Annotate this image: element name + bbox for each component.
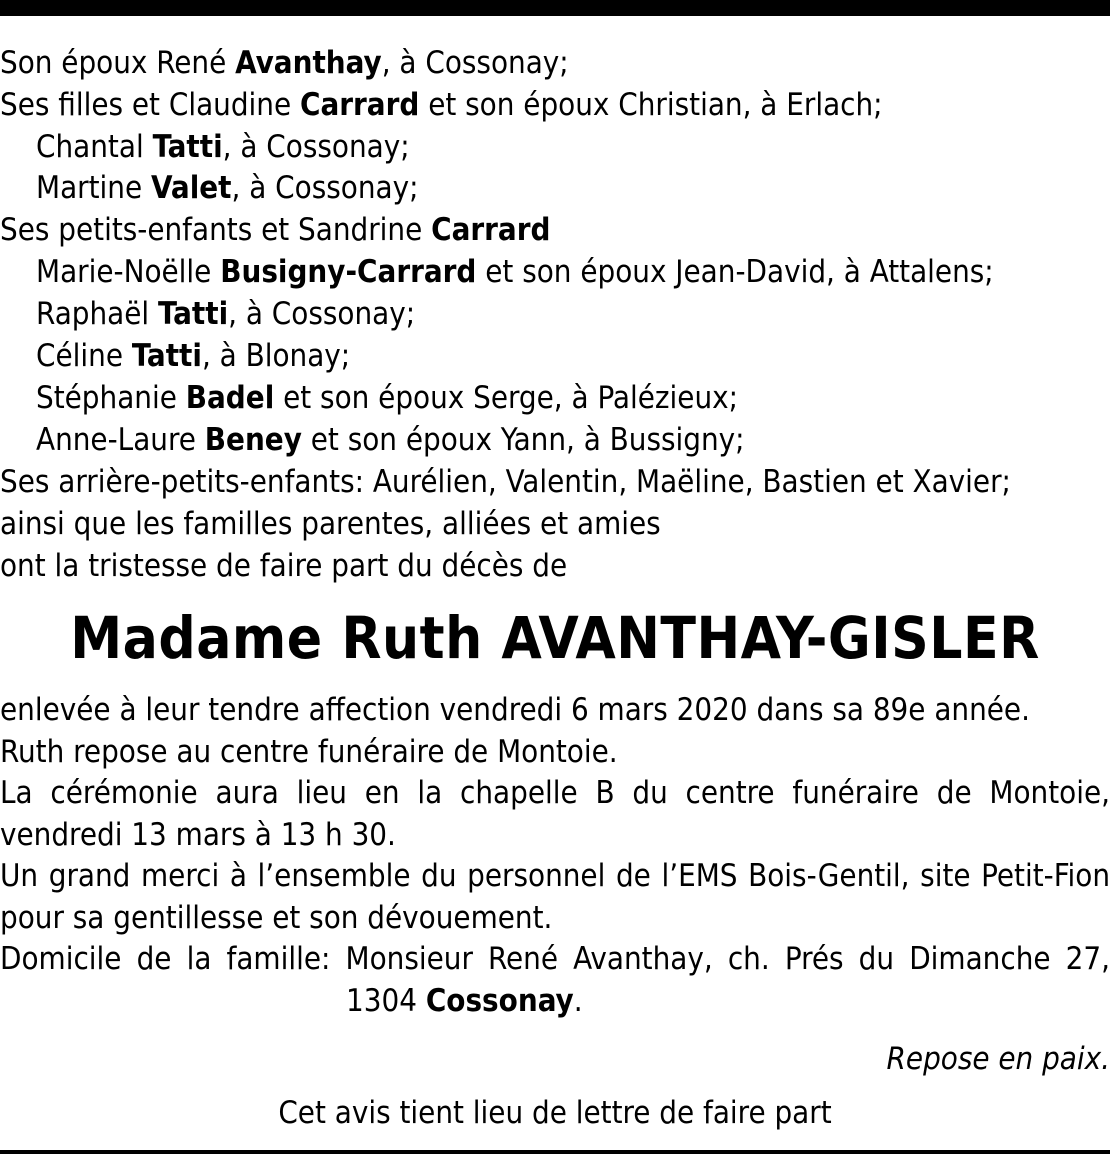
family-line-1: Son époux René Avanthay, à Cossonay; (0, 45, 569, 81)
top-rule (0, 0, 1110, 16)
closing-phrase: Repose en paix. (886, 1041, 1110, 1077)
family-line-12: ainsi que les familles parentes, alliées et amies (0, 506, 661, 542)
family-line-9: Stéphanie Badel et son époux Serge, à Palézieux; (36, 380, 739, 416)
family-line-10: Anne-Laure Beney et son époux Yann, à Bussigny; (36, 422, 745, 458)
body-line-5: Un grand merci à l’ensemble du personnel de l’EMS Bois-Gentil, site Petit-Fion (0, 858, 1110, 894)
body-line-2: Ruth repose au centre funéraire de Montoie. (0, 733, 618, 770)
deceased-name: Madame Ruth AVANTHAY-GISLER (70, 604, 1040, 672)
family-line-7: Raphaël Tatti, à Cossonay; (36, 296, 416, 332)
family-line-3: Chantal Tatti, à Cossonay; (36, 129, 410, 165)
body-line-6: pour sa gentillesse et son dévouement. (0, 899, 553, 936)
family-line-11: Ses arrière-petits-enfants: Aurélien, Valentin, Maëline, Bastien et Xavier; (0, 464, 1011, 500)
bottom-rule (0, 1150, 1110, 1154)
notice-footer: Cet avis tient lieu de lettre de faire part (278, 1095, 832, 1131)
family-line-8: Céline Tatti, à Blonay; (36, 338, 351, 374)
body-line-3: La cérémonie aura lieu en la chapelle B du centre funéraire de Montoie, (0, 775, 1110, 811)
notice-body (0, 690, 1110, 1022)
body-line-1: enlevée à leur tendre affection vendredi 6 mars 2020 dans sa 89e année. (0, 692, 1030, 728)
family-line-5: Ses petits-enfants et Sandrine Carrard (0, 212, 551, 248)
family-line-2: Ses filles et Claudine Carrard et son époux Christian, à Erlach; (0, 87, 883, 123)
family-line-4: Martine Valet, à Cossonay; (36, 170, 419, 206)
family-line-6: Marie-Noëlle Busigny-Carrard et son époux Jean-David, à Attalens; (36, 254, 994, 290)
body-line-8: 1304 Cossonay. (346, 982, 583, 1019)
family-line-13: ont la tristesse de faire part du décès de (0, 548, 568, 584)
body-line-4: vendredi 13 mars à 13 h 30. (0, 816, 396, 853)
body-line-7: Domicile de la famille: Monsieur René Avanthay, ch. Prés du Dimanche 27, (0, 941, 1110, 977)
